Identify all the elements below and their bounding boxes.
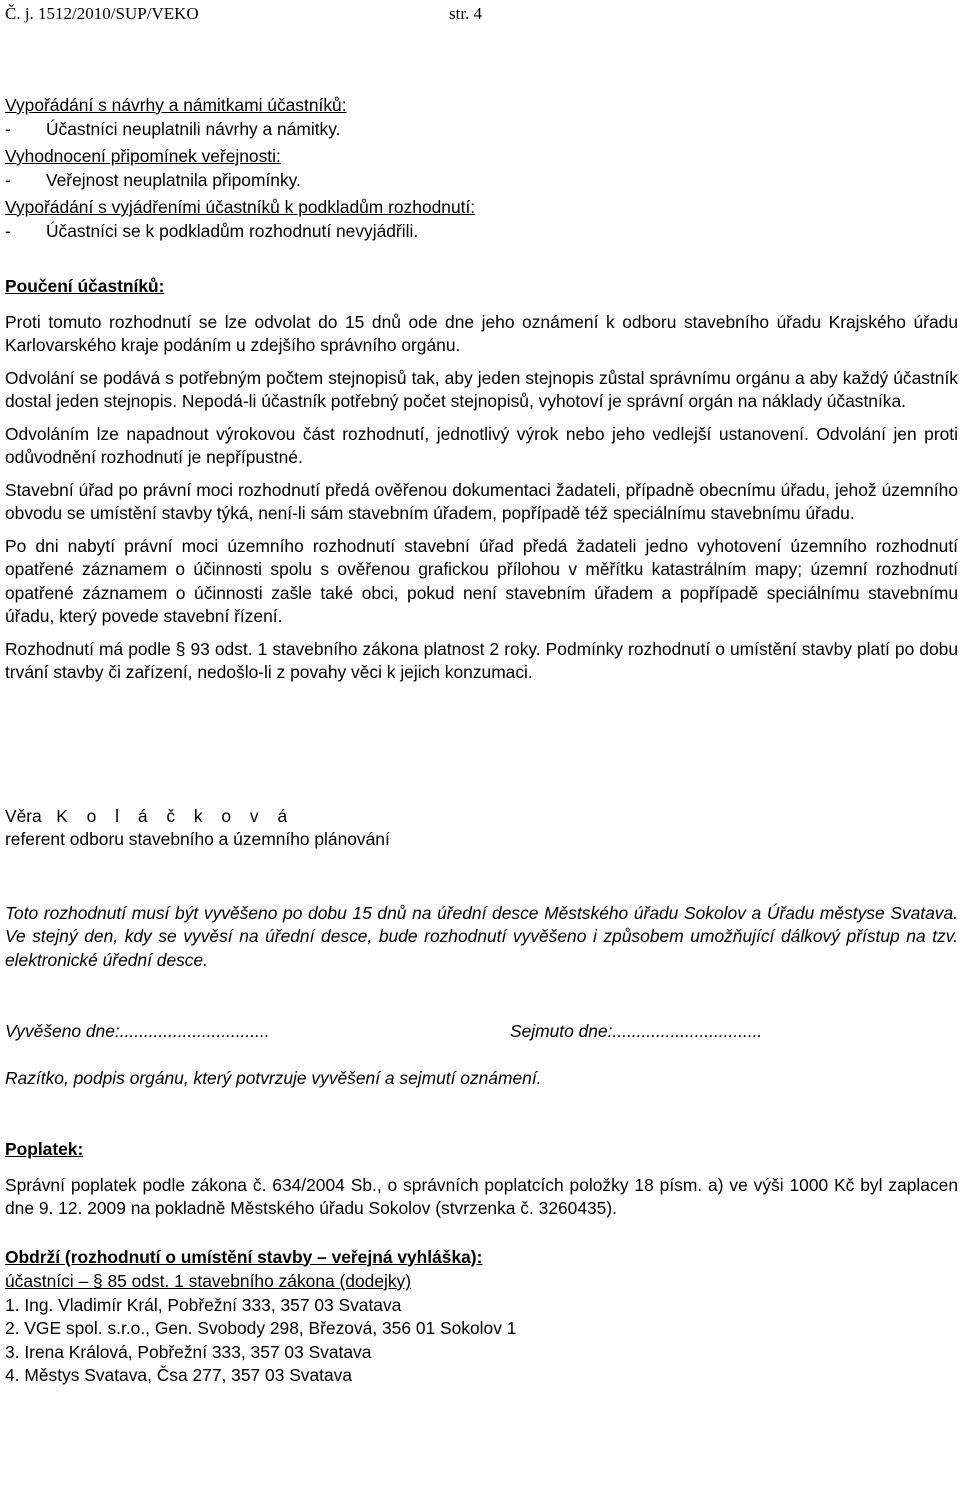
instruction-paragraph: Odvoláním lze napadnout výrokovou část rozhodnutí, jednotlivý výrok nebo jeho vedlejší ustanovení. Odvolání jen proti odůvodnění rozhodnutí je nepřípustné. bbox=[5, 423, 958, 467]
list-item: - Účastníci neuplatnili návrhy a námitky. bbox=[5, 118, 341, 139]
reference-number: Č. j. 1512/2010/SUP/VEKO bbox=[5, 4, 199, 23]
list-item: 1. Ing. Vladimír Král, Pobřežní 333, 357 03 Svatava bbox=[5, 1294, 402, 1315]
stamp-note: Razítko, podpis orgánu, který potvrzuje vyvěšení a sejmutí oznámení. bbox=[5, 1067, 542, 1088]
page-number: str. 4 bbox=[449, 4, 483, 23]
recipients-heading: Obdrží (rozhodnutí o umístění stavby – veřejná vyhláška): bbox=[5, 1246, 483, 1267]
posted-date: Vyvěšeno dne:............................... bbox=[5, 1021, 270, 1041]
list-item: - Veřejnost neuplatnila připomínky. bbox=[5, 169, 301, 190]
section-heading: Vypořádání s návrhy a námitkami účastníků: bbox=[5, 95, 347, 115]
list-item: 3. Irena Králová, Pobřežní 333, 357 03 Svatava bbox=[5, 1341, 372, 1362]
removed-date: Sejmuto dne:............................... bbox=[510, 1021, 763, 1041]
posting-dates bbox=[5, 1020, 958, 1044]
instruction-paragraph: Proti tomuto rozhodnutí se lze odvolat do 15 dnů ode dne jeho oznámení k odboru stavebního úřadu Krajského úřadu Karlovarského kraje podáním u zdejšího správního orgánu. bbox=[5, 311, 958, 355]
recipients-subheading: účastníci – § 85 odst. 1 stavebního zákona (dodejky) bbox=[5, 1271, 412, 1291]
fee-text: Správní poplatek podle zákona č. 634/2004 Sb., o správních poplatcích položky 18 písm. a) ve výši 1000 Kč byl zaplacen dne 9. 12. 2009 na pokladně Městského úřadu Sokolov (stvrzenka č. 3260435). bbox=[5, 1174, 958, 1218]
instruction-heading: Poučení účastníků: bbox=[5, 276, 165, 296]
instruction-paragraph: Po dni nabytí právní moci územního rozhodnutí stavební úřad předá žadateli jedno vyhotovení územního rozhodnutí opatřené záznamem o účinnosti spolu s ověřenou grafickou přílohou v měřítku katastrálním mapy; územní rozhodnutí opatřené záznamem o účinnosti zašle také obci, pokud není stavebním úřadem a popřípadě speciálnímu stavebnímu úřadu, který povede stavební řízení. bbox=[5, 535, 958, 626]
instruction-paragraph: Stavební úřad po právní moci rozhodnutí předá ověřenou dokumentaci žadateli, případně obecnímu úřadu, jehož územního obvodu se umístění stavby týká, není-li sám stavebním úřadem, popřípadě též speciálnímu stavebnímu úřadu. bbox=[5, 479, 958, 523]
signature-block bbox=[5, 805, 958, 852]
section-heading: Vypořádání s vyjádřeními účastníků k podkladům rozhodnutí: bbox=[5, 197, 476, 217]
fee-heading: Poplatek: bbox=[5, 1139, 84, 1159]
settlement-block-2 bbox=[5, 145, 958, 192]
instruction-paragraph: Rozhodnutí má podle § 93 odst. 1 stavebního zákona platnost 2 roky. Podmínky rozhodnutí o umístění stavby platí po dobu trvání stavby či zařízení, nedošlo-li z povahy věci k jejich konzumaci. bbox=[5, 638, 958, 682]
section-heading: Vyhodnocení připomínek veřejnosti: bbox=[5, 146, 281, 166]
signature-name: Věra K o l á č k o v á bbox=[5, 805, 295, 826]
settlement-block-1 bbox=[5, 94, 958, 141]
list-item: 2. VGE spol. s.r.o., Gen. Svobody 298, Březová, 356 01 Sokolov 1 bbox=[5, 1318, 517, 1338]
list-item: 4. Městys Svatava, Čsa 277, 357 03 Svatava bbox=[5, 1365, 353, 1385]
settlement-block-3 bbox=[5, 196, 958, 243]
instruction-paragraph: Odvolání se podává s potřebným počtem stejnopisů tak, aby jeden stejnopis zůstal správnímu orgánu a aby každý účastník dostal jeden stejnopis. Nepodá-li účastník potřebný počet stejnopisů, vyhotoví je správní orgán na náklady účastníka. bbox=[5, 367, 958, 411]
page-header bbox=[5, 4, 960, 24]
list-item: - Účastníci se k podkladům rozhodnutí nevyjádřili. bbox=[5, 220, 419, 241]
signature-role: referent odboru stavebního a územního plánování bbox=[5, 829, 390, 849]
posting-notice: Toto rozhodnutí musí být vyvěšeno po dobu 15 dnů na úřední desce Městského úřadu Sokolov a Úřadu městyse Svatava. Ve stejný den, kdy se vyvěsí na úřední desce, bude rozhodnutí vyvěšeno i způsobem umožňující dálkový přístup na tzv. elektronické úřední desce. bbox=[5, 902, 958, 970]
document-body bbox=[5, 94, 958, 1388]
